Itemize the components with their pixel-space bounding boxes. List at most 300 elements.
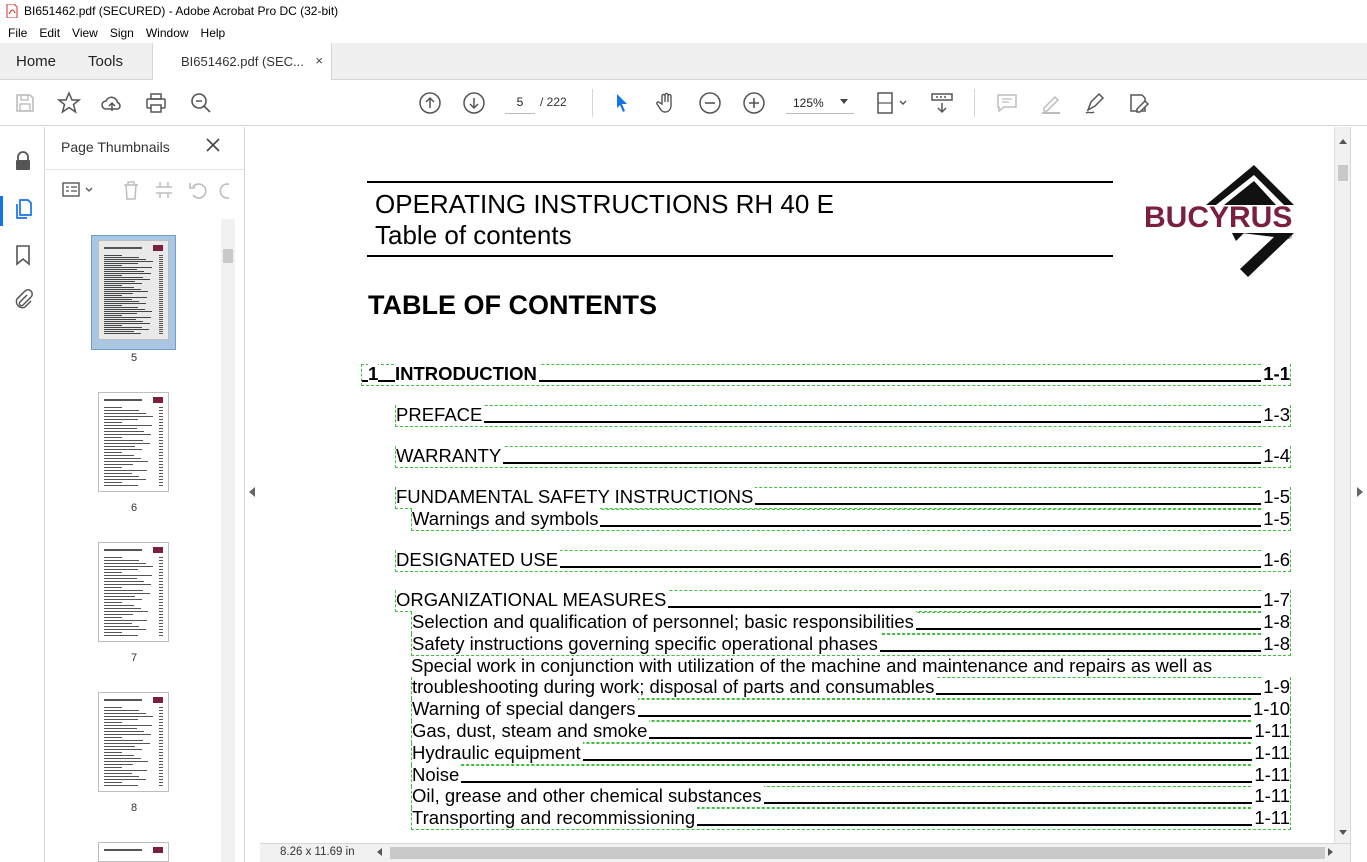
toc-entry-page: 1-3 [1263,404,1290,425]
toc-link-special-work[interactable] [411,677,1291,699]
thumbnail-page-number-line [159,731,163,732]
thumbnail-page-number-line [159,425,163,426]
thumbnail-text-line [104,331,134,332]
thumbnail-text-line [104,446,135,447]
thumbnail-page-number-line [159,437,163,438]
thumbnail-page-number-line [159,449,163,450]
thumbnail-text-line [104,321,143,322]
thumbnail-text-line [104,752,122,753]
toc-entry-label: Transporting and recommissioning [412,807,696,828]
tab-document[interactable] [152,43,332,80]
document-header-title: OPERATING INSTRUCTIONS RH 40 E [375,189,834,219]
thumbnail-text-line [104,410,139,411]
thumbnail-text-line [104,407,122,408]
thumbnail-page-number-line [159,719,163,720]
thumbnail-text-line [104,293,133,294]
toc-entry-page: 1-11 [1254,785,1290,806]
toc-link-organizational-measures[interactable] [395,590,1291,612]
upload-cloud-icon[interactable] [100,91,124,115]
thumbnail-page-number-line [159,299,163,300]
thumbnail-text-line [104,764,133,765]
thumbnail-page-number-line [159,301,163,302]
thumbnail-page-number-line [159,596,163,597]
thumbnail-text-line [104,329,149,330]
thumbnail-page-number-line [159,315,163,316]
thumbnail-page-number-line [159,271,163,272]
thumbnail-page-number-line [159,285,163,286]
thumbnail-page-number-line [159,770,163,771]
thumbnail-page-number-line [159,581,163,582]
thumbnail-text-line [104,309,145,310]
thumbnail-page-number-line [159,626,163,627]
toc-link-noise[interactable] [411,765,1291,787]
thumbnail-page-number-line [159,431,163,432]
thumbnail-text-line [104,566,153,567]
thumbnail-label: 5 [130,352,138,364]
thumbnail-page-number-line [159,279,163,280]
thumbnail-text-line [104,297,147,298]
toc-entry-label: Oil, grease and other chemical substances [412,785,762,806]
thumbnail-label: 7 [130,652,138,664]
panel-splitter[interactable] [244,127,260,862]
toc-entry-label: troubleshooting during work; disposal of parts and consumables [412,676,935,697]
thumbnail-page-number-line [159,257,163,258]
thumbnail-page-number-line [159,764,163,765]
thumbnail-text-line [104,299,132,300]
hand-tool-icon[interactable] [654,91,678,115]
thumbnail-text-line [104,458,141,459]
thumbnail-text-line [104,549,142,551]
close-icon[interactable] [205,137,221,153]
thumbnail-text-line [104,315,122,316]
thumbnail-text-line [104,277,143,278]
thumbnail-page-number-line [159,716,163,717]
toc-link-special-dangers[interactable] [411,699,1291,721]
thumbnail-text-line [104,557,122,558]
toc-entry-label: INTRODUCTION [395,363,537,384]
thumbnail-text-line [104,247,142,249]
thumbnail-page-number-line [159,722,163,723]
toc-link-preface[interactable] [395,405,1291,427]
bookmark-star-icon[interactable] [57,91,81,115]
thumbnail-text-line [104,323,150,324]
thumbnail-text-line [104,443,150,444]
toc-entry-page: 1-11 [1254,764,1290,785]
thumbnail-text-line [104,449,142,450]
thumbnail-text-line [104,776,139,777]
toc-link-designated-use[interactable] [395,550,1291,572]
thumbnail-page-number-line [159,323,163,324]
rotate-clockwise-icon[interactable] [217,179,229,201]
thumbnail-page-number-line [159,767,163,768]
scrolling-mode-icon[interactable] [930,91,954,115]
thumbnail-page-number-line [159,752,163,753]
thumbnail-page-8[interactable] [98,692,169,792]
tab-home[interactable]: Home [16,53,57,70]
thumbnail-text-line [104,608,141,609]
thumbnail-text-line [104,572,122,573]
thumbnail-text-line [104,587,122,588]
thumbnail-text-line [104,560,139,561]
status-bar [260,843,1350,862]
print-icon[interactable] [144,91,168,115]
thumbnail-page-number-line [159,584,163,585]
thumbnail-text-line [104,584,151,585]
thumbnail-text-line [104,428,137,429]
highlight-pen-icon[interactable] [1039,91,1063,115]
thumbnail-text-line [104,590,143,591]
thumbnail-text-line [104,635,138,636]
thumbnail-text-line [104,455,134,456]
thumbnail-text-line [104,605,134,606]
toc-entry-label: WARRANTY [396,445,502,466]
toc-link-transporting[interactable] [411,808,1291,830]
thumbnail-text-line [104,575,152,576]
thumbnail-text-line [104,422,122,423]
toc-link-selection-qualification[interactable] [411,612,1291,634]
thumbnail-text-line [104,416,153,417]
thumbnail-page-number-line [159,476,163,477]
thumbnail-page-number-line [159,317,163,318]
document-viewport[interactable] [260,127,1334,843]
thumbnail-page-number-line [159,410,163,411]
thumbnail-page-number-line [159,728,163,729]
thumbnail-text-line [104,578,137,579]
tab-bar [0,43,1367,80]
menu-window[interactable]: Window [145,25,189,40]
toc-entry-label: ORGANIZATIONAL MEASURES [396,589,667,610]
thumbnail-page-number-line [159,758,163,759]
thumbnail-text-line [104,295,122,296]
thumbnail-page-number-line [159,773,163,774]
rotate-icon[interactable] [187,179,209,201]
toc-entry-label: PREFACE [396,404,483,425]
scrollbar-thumb[interactable] [223,249,233,263]
thumbnail-page-number-line [159,461,163,462]
toc-link-warnings-symbols[interactable] [411,509,1291,531]
toc-entry-page: 1-9 [1263,676,1290,697]
left-nav-rail [0,127,45,862]
toc-chapter-number: 1 [368,363,379,384]
thumbnail-logo-mark [153,547,163,553]
thumbnail-page-number-line [159,259,163,260]
thumbnail-text-line [104,755,134,756]
thumbnail-page-number-line [159,611,163,612]
thumbnail-text-line [104,632,122,633]
thumbnail-logo-mark [153,245,163,251]
thumbnail-text-line [104,617,122,618]
page-thumbnails-icon[interactable] [11,197,35,221]
thumbnail-text-line [104,614,133,615]
thumbnail-text-line [104,716,153,717]
thumbnail-text-line [104,287,134,288]
expand-right-panel-arrow-icon[interactable] [1357,487,1363,497]
thumbnail-text-line [104,303,146,304]
thumbnail-page-number-line [159,713,163,714]
thumbnail-text-line [104,722,122,723]
thumbnail-page-number-line [159,275,163,276]
thumbnail-text-line [104,271,144,272]
page-number-input[interactable] [505,90,535,114]
toc-entry-page: 1-11 [1254,720,1290,741]
menu-file[interactable]: File [8,25,28,40]
thumbnail-page-number-line [159,313,163,314]
thumbnail-text-line [104,740,143,741]
thumbnail-page-number-line [159,575,163,576]
toc-link-oil-grease[interactable] [411,786,1291,808]
thumbnail-page-number-line [159,283,163,284]
thumbnail-page-number-line [159,578,163,579]
zoom-level-select[interactable] [786,90,854,114]
thumbnail-page-number-line [159,319,163,320]
leader-line [396,421,1290,423]
extract-page-icon[interactable] [153,179,175,201]
zoom-out-icon[interactable] [698,91,722,115]
thumbnail-page-number-line [159,307,163,308]
thumbnail-page-number-line [159,593,163,594]
thumbnail-page-number-line [159,291,163,292]
thumbnail-text-line [104,699,142,701]
thumbnail-text-line [104,281,135,282]
thumbnail-text-line [104,311,152,312]
thumbnail-page-6[interactable] [98,392,169,492]
thumbnail-logo-mark [153,847,163,853]
pdf-file-icon [6,4,18,18]
thumbnail-page-number-line [159,255,163,256]
toc-link-fundamental-safety[interactable] [395,487,1291,509]
scrollbar-thumb[interactable] [1338,165,1348,181]
thumbnail-page-number-line [159,743,163,744]
toc-entry-page: 1-8 [1263,633,1290,654]
next-page-icon[interactable] [462,91,486,115]
thumbnail-page-number-line [159,407,163,408]
thumbnail-page-number-line [159,269,163,270]
thumbnail-page-number-line [159,620,163,621]
thumbnail-text-line [104,275,122,276]
thumbnail-page-number-line [159,446,163,447]
thumbnail-text-line [104,737,122,738]
thumbnail-text-line [104,399,142,401]
thumbnail-page-7[interactable] [98,542,169,642]
thumbnail-page-number-line [159,289,163,290]
thumbnail-text-line [104,259,146,260]
leader-line [396,462,1290,464]
logo-registered-mark: ® [1286,232,1292,241]
toc-link-introduction[interactable] [361,364,1291,386]
thumbnail-text-line [104,620,147,621]
delete-page-icon[interactable] [120,179,142,201]
thumbnail-label: 6 [130,502,138,514]
thumbnail-toolbar [45,169,244,209]
thumbnail-page-number-line [159,479,163,480]
thumbnail-label: 8 [130,802,138,814]
thumbnail-page-number-line [159,587,163,588]
thumbnail-text-line [104,782,122,783]
chevron-down-icon [840,99,848,104]
thumbnail-text-line [104,746,135,747]
thumbnail-page-number-line [159,329,163,330]
page-thumbnails-panel [45,127,244,862]
toc-entry-page: 1-5 [1263,486,1290,507]
tab-close-icon[interactable]: × [315,53,323,68]
toc-entry-page: 1-11 [1254,742,1290,763]
thumbnail-text-line [104,279,150,280]
find-zoom-icon[interactable] [189,91,213,115]
thumbnail-text-line [104,749,142,750]
thumbnail-page-number-line [159,602,163,603]
select-cursor-icon[interactable] [610,91,634,115]
thumbnail-text-line [104,482,122,483]
toc-entry-label: Warnings and symbols [412,508,599,529]
scroll-up-arrow-icon[interactable] [1339,139,1347,144]
thumbnail-text-line [104,437,122,438]
thumbnail-page-number-line [159,281,163,282]
thumbnail-page-number-line [159,473,163,474]
tab-tools[interactable]: Tools [88,53,124,70]
thumbnail-page-number-line [159,325,163,326]
thumbnail-page-number-line [159,428,163,429]
toc-link-gas-dust[interactable] [411,721,1291,743]
thumbnail-page-number-line [159,327,163,328]
save-icon[interactable] [13,91,37,115]
thumbnail-page-number-line [159,303,163,304]
thumbnail-page-number-line [159,629,163,630]
bookmarks-icon[interactable] [11,243,35,267]
collapse-panel-arrow-icon[interactable] [249,487,255,497]
menu-help[interactable]: Help [200,25,226,40]
thumbnail-text-line [104,734,151,735]
thumbnail-page-number-line [159,311,163,312]
toc-entry-page: 1-11 [1254,807,1290,828]
toc-heading: TABLE OF CONTENTS [368,290,657,320]
thumbnail-text-line [104,289,141,290]
options-menu-icon[interactable] [61,179,95,201]
fill-sign-icon[interactable] [1127,91,1151,115]
main-toolbar [0,80,1367,126]
horizontal-scrollbar-thumb[interactable] [390,847,1325,859]
scroll-right-arrow-icon[interactable] [1328,848,1333,856]
sign-pen-icon[interactable] [1083,91,1107,115]
thumbnail-page-number-line [159,440,163,441]
thumbnail-text-line [104,599,142,600]
thumbnail-page-number-line [159,707,163,708]
thumbnail-page-number-line [159,485,163,486]
thumbnail-page-number-line [159,297,163,298]
page-size-readout: 8.26 x 11.69 in [280,846,355,858]
window-title: BI651462.pdf (SECURED) - Adobe Acrobat Pro DC (32-bit) [24,4,339,18]
thumbnail-page-number-line [159,455,163,456]
thumbnail-page-number-line [159,608,163,609]
menu-edit[interactable]: Edit [39,25,61,40]
thumbnail-page-9[interactable] [98,842,169,862]
toc-entry-label-continuation: Special work in conjunction with utilization of the machine and maintenance and repairs as well as [411,655,1213,676]
thumbnail-text-line [104,452,122,453]
attachments-icon[interactable] [11,288,35,312]
thumbnail-page-number-line [159,309,163,310]
thumbnail-page-number-line [159,740,163,741]
thumbnail-text-line [104,563,146,564]
toolbar-divider [592,89,593,117]
lock-icon[interactable] [11,149,35,173]
toc-entry-page: 1-7 [1263,589,1290,610]
comment-icon[interactable] [995,91,1019,115]
thumbnail-page-number-line [159,464,163,465]
thumbnail-text-line [104,273,151,274]
page-total: / 222 [540,95,567,109]
toc-entry-page: 1-1 [1263,363,1290,384]
zoom-level-value: 125% [793,96,824,110]
toc-entry-label: Noise [412,764,460,785]
previous-page-icon[interactable] [418,91,442,115]
thumbnail-text-line [104,785,138,786]
leader-line [412,781,1290,783]
right-panel-toggle[interactable] [1350,127,1367,862]
tab-document-label: BI651462.pdf (SEC... [181,54,304,69]
thumbnail-text-line [104,413,146,414]
toc-entry-page: 1-5 [1263,508,1290,529]
thumbnail-text-line [104,464,133,465]
thumbnail-text-line [104,623,132,624]
thumbnail-page-number-line [159,785,163,786]
thumbnail-text-line [104,593,150,594]
thumbnail-page-5[interactable] [98,240,169,340]
thumbnail-page-number-line [159,710,163,711]
thumbnail-page-number-line [159,416,163,417]
scroll-down-arrow-icon[interactable] [1339,830,1347,835]
thumbnail-text-line [104,263,138,264]
toc-link-hydraulic-equipment[interactable] [411,743,1291,765]
thumbnail-page-number-line [159,331,163,332]
thumbnail-page-number-line [159,761,163,762]
menu-sign[interactable]: Sign [109,25,134,40]
thumbnail-text-line [104,440,143,441]
thumbnail-page-number-line [159,560,163,561]
thumbnail-text-line [104,629,146,630]
toc-link-warranty[interactable] [395,446,1291,468]
logo-text: BUCYRUS [1144,201,1293,234]
menu-view[interactable]: View [72,25,98,40]
bucyrus-logo [1144,165,1324,277]
thumbnail-page-number-line [159,413,163,414]
thumbnail-text-line [104,485,138,486]
toc-entry-page: 1-4 [1263,445,1290,466]
thumbnail-text-line [104,257,139,258]
thumbnail-page-number-line [159,734,163,735]
thumbnails-scrollbar[interactable] [221,219,235,862]
thumbnail-page-number-line [159,321,163,322]
thumbnail-page-number-line [159,632,163,633]
thumbnail-page-number-line [159,265,163,266]
thumbnail-text-line [104,758,141,759]
thumbnail-page-number-line [159,482,163,483]
thumbnail-text-line [104,773,132,774]
zoom-in-icon[interactable] [742,91,766,115]
thumbnail-page-number-line [159,569,163,570]
thumbnail-text-line [104,779,146,780]
thumbnail-page-number-line [159,261,163,262]
thumbnail-page-number-line [159,333,163,334]
scroll-left-arrow-icon[interactable] [377,848,382,856]
toc-entry-label: FUNDAMENTAL SAFETY INSTRUCTIONS [396,486,754,507]
document-header-subtitle: Table of contents [375,220,572,250]
document-vertical-scrollbar[interactable] [1334,127,1350,843]
thumbnail-logo-mark [153,397,163,403]
active-indicator [0,196,3,226]
page-fit-icon[interactable] [876,91,912,115]
toc-entry-page: 1-8 [1263,611,1290,632]
thumbnail-text-line [104,333,141,334]
toc-link-safety-operational-phases[interactable] [411,634,1291,656]
